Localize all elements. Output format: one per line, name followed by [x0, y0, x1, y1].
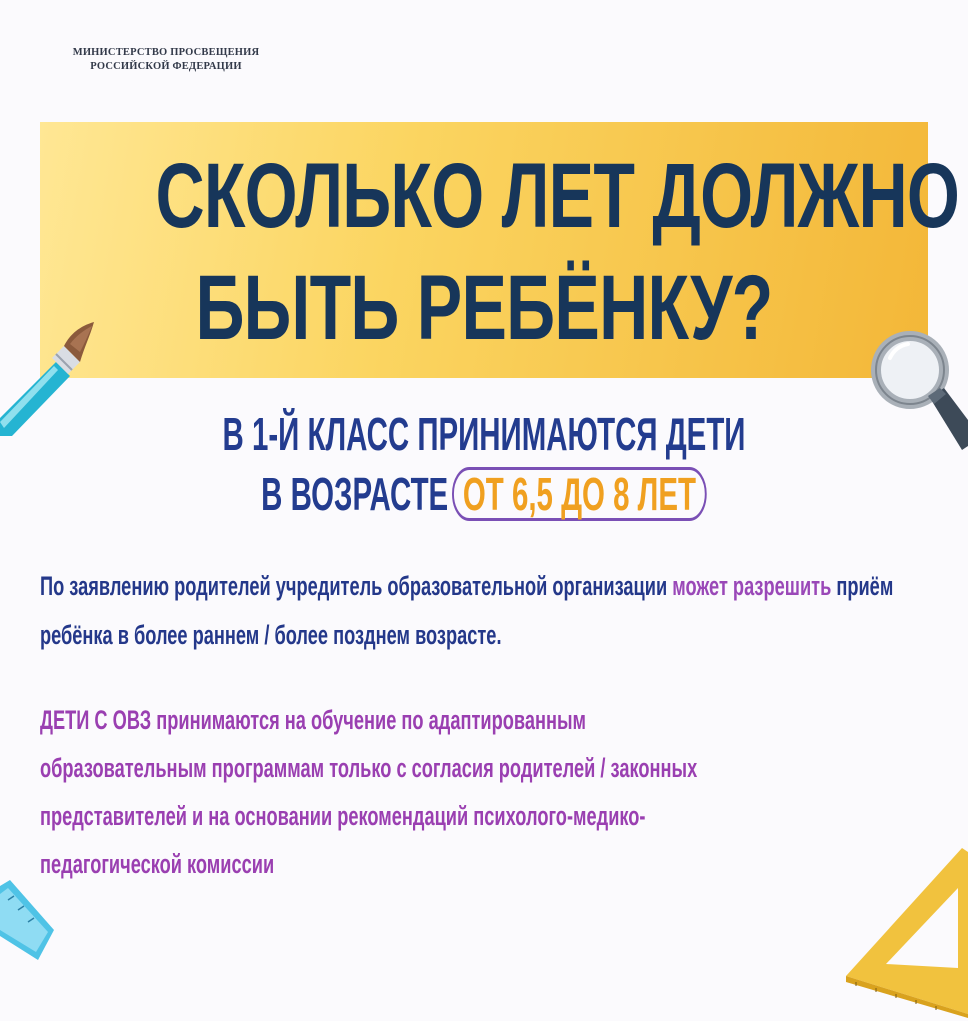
- subtitle-line-2: [174, 464, 794, 524]
- paragraph-highlight: может разрешить: [672, 571, 832, 601]
- early-late-admission-paragraph: [40, 562, 912, 660]
- paragraph-text-part-2: приём ребёнка в более раннем / более позднем возрасте.: [40, 571, 894, 650]
- ovz-children-paragraph: [40, 696, 850, 888]
- subtitle-line-1: В 1-Й КЛАСС ПРИНИМАЮТСЯ ДЕТИ: [222, 408, 746, 460]
- ministry-line-1: МИНИСТЕРСТВО ПРОСВЕЩЕНИЯ: [72, 47, 260, 58]
- age-range-badge: ОТ 6,5 ДО 8 ЛЕТ: [452, 467, 707, 521]
- ministry-line-2: РОССИЙСКОЙ ФЕДЕРАЦИИ: [90, 60, 242, 72]
- ministry-logo-text: [48, 46, 284, 73]
- ruler-icon: [0, 880, 56, 962]
- paragraph-text-part-1: По заявлению родителей учредитель образовательной организации: [40, 571, 673, 601]
- ovz-line-1: ДЕТИ С ОВЗ принимаются на обучение по адаптированным: [40, 705, 587, 735]
- set-square-icon: [846, 848, 968, 1018]
- magnifier-icon: [862, 322, 968, 482]
- ovz-line-2: образовательным программам только с согласия родителей / законных: [40, 753, 698, 783]
- admission-age-subtitle: [174, 404, 794, 524]
- paintbrush-icon: [0, 318, 100, 440]
- ovz-line-3: представителей и на основании рекомендаций психолого-медико-: [40, 801, 646, 831]
- page-title: [155, 140, 960, 364]
- subtitle-age-prefix: В ВОЗРАСТЕ: [261, 468, 449, 520]
- page-title-line-1: СКОЛЬКО ЛЕТ ДОЛЖНО: [155, 145, 960, 247]
- page-title-line-2: БЫТЬ РЕБЁНКУ?: [195, 257, 773, 359]
- ovz-line-4: педагогической комиссии: [40, 849, 275, 879]
